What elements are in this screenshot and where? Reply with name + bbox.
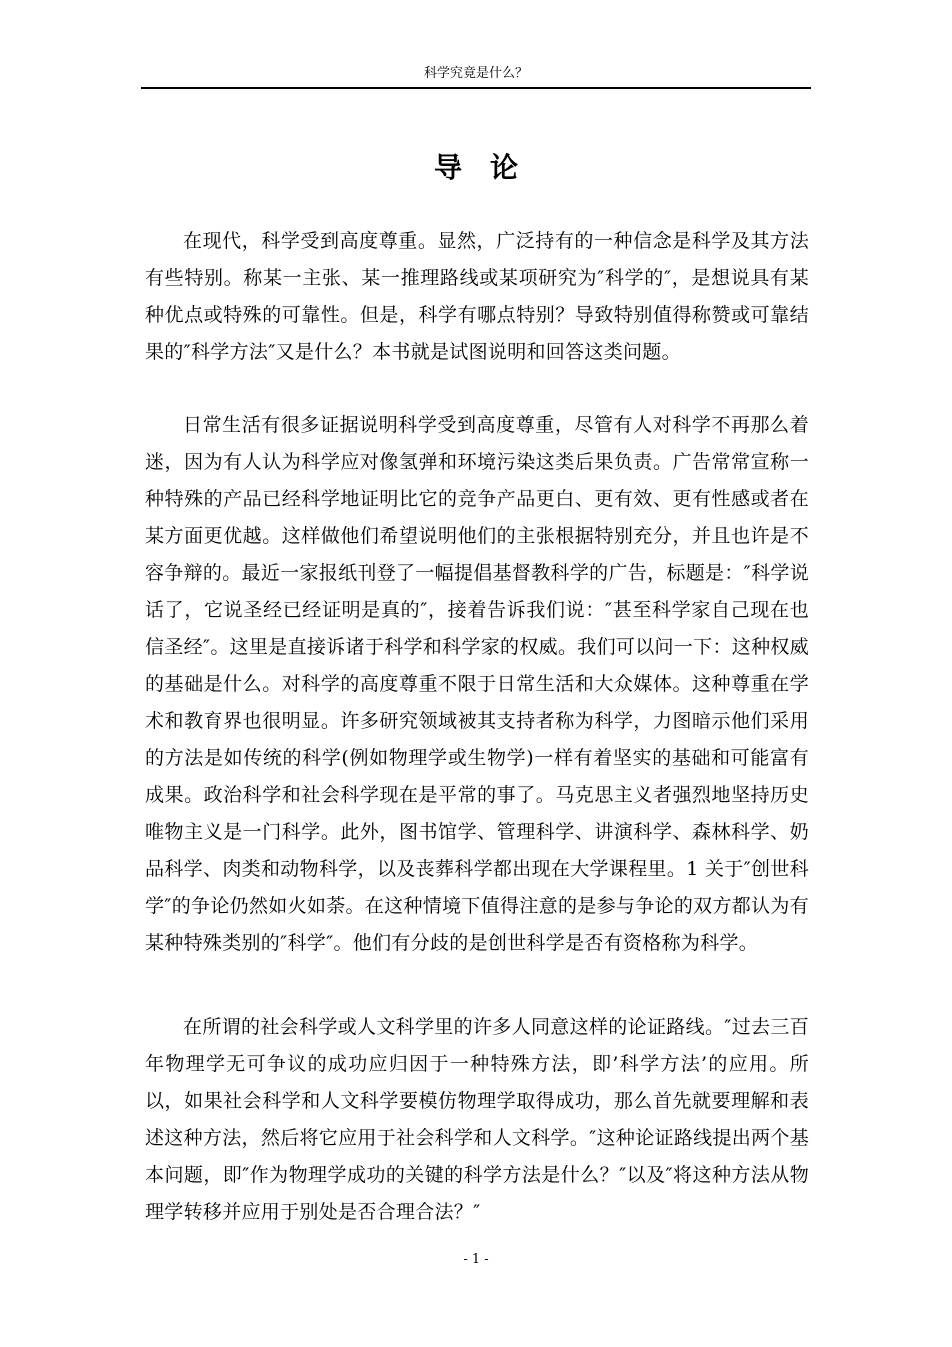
chapter-title: 导论 bbox=[433, 151, 546, 184]
running-header: 科学究竟是什么？ bbox=[423, 66, 528, 81]
body-paragraph-2 bbox=[145, 407, 809, 962]
header-rule bbox=[141, 87, 811, 89]
page-number: - 1 - bbox=[463, 1252, 489, 1267]
body-paragraph-1 bbox=[145, 223, 809, 371]
paragraph-text: 日常生活有很多证据说明科学受到高度尊重，尽管有人对科学不再那么着迷，因为有人认为科学应对像氢弹和环境污染这类后果负责。广告常常宣称一种特殊的产品已经科学地证明比它的竞争产品更白、更有效、更有性感或者在某方面更优越。这样做他们希望说明他们的主张根据特别充分，并且也许是不容争辩的。最近一家报纸刊登了一幅提倡基督教科学的广告，标题是：″科学说话了，它说圣经已经证明是真的″，接着告诉我们说：″甚至科学家自己现在也信圣经″。这里是直接诉诸于科学和科学家的权威。我们可以问一下：这种权威的基础是什么。对科学的高度尊重不限于日常生活和大众媒体。这种尊重在学术和教育界也很明显。许多研究领域被其支持者称为科学，力图暗示他们采用的方法是如传统的科学(例如物理学或生物学)一样有着坚实的基础和可能富有成果。政治科学和社会科学现在是平常的事了。马克思主义者强烈地坚持历史唯物主义是一门科学。此外，图书馆学、管理科学、讲演科学、森林科学、奶品科学、肉类和动物科学，以及丧葬科学都出现在大学课程里。1 关于″创世科学″的争论仍然如火如荼。在这种情境下值得注意的是参与争论的双方都认为有某种特殊类别的″科学″。他们有分歧的是创世科学是否有资格称为科学。 bbox=[145, 414, 809, 954]
body-paragraph-3 bbox=[145, 1009, 809, 1231]
paragraph-text: 在现代，科学受到高度尊重。显然，广泛持有的一种信念是科学及其方法有些特别。称某一主张、某一推理路线或某项研究为″科学的″，是想说具有某种优点或特殊的可靠性。但是，科学有哪点特别？导致特别值得称赞或可靠结果的″科学方法″又是什么？本书就是试图说明和回答这类问题。 bbox=[145, 230, 809, 363]
paragraph-text: 在所谓的社会科学或人文科学里的许多人同意这样的论证路线。″过去三百年物理学无可争议的成功应归因于一种特殊方法，即’科学方法’的应用。所以，如果社会科学和人文科学要模仿物理学取得成功，那么首先就要理解和表述这种方法，然后将它应用于社会科学和人文科学。″这种论证路线提出两个基本问题，即″作为物理学成功的关键的科学方法是什么？″以及″将这种方法从物理学转移并应用于别处是否合理合法？″ bbox=[145, 1016, 809, 1223]
